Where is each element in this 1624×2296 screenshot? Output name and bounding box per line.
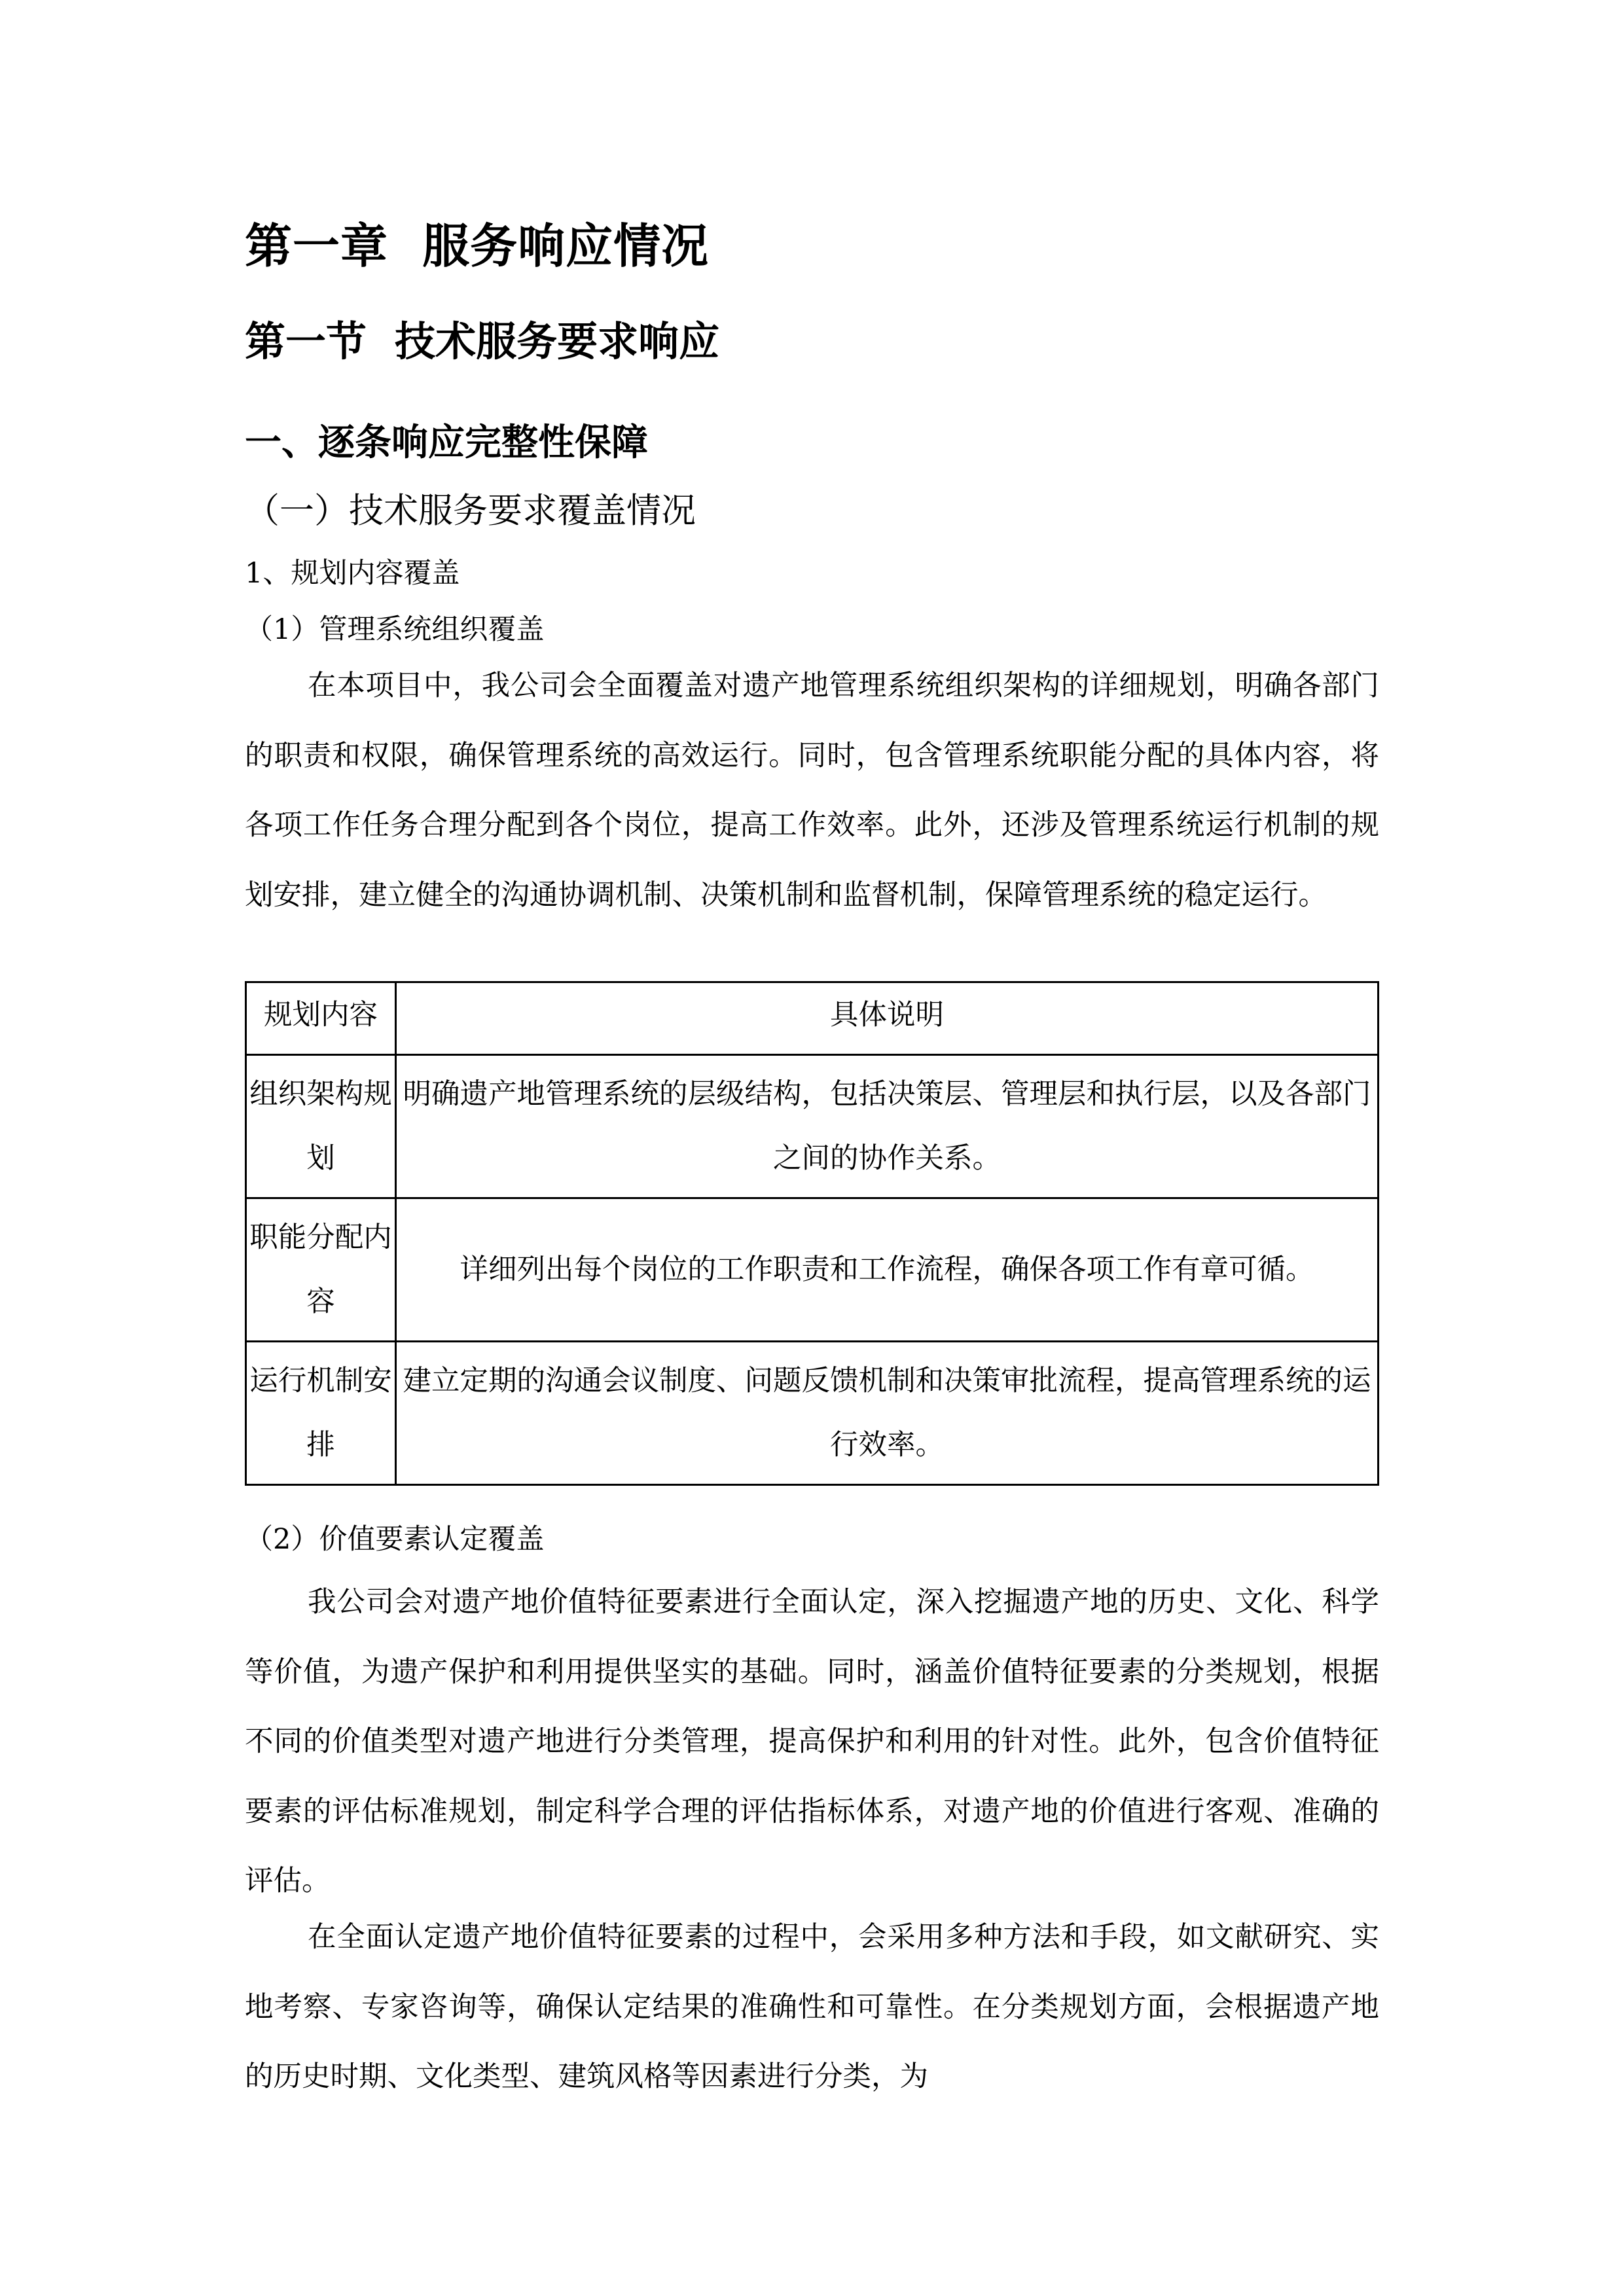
table-header-cell: 规划内容 [246,982,396,1055]
section-title: 第一节 技术服务要求响应 [245,317,720,365]
table-header-row [246,982,1379,1055]
paragraph-management-system: 在本项目中，我公司会全面覆盖对遗产地管理系统组织架构的详细规划，明确各部门的职责和权限，确保管理系统的高效运行。同时，包含管理系统职能分配的具体内容，将各项工作任务合理分配到各个岗位，提高工作效率。此外，还涉及管理系统运行机制的规划安排，建立健全的沟通协调机制、决策机制和监督机制，保障管理系统的稳定运行。 [245,670,1379,912]
table-row [246,1198,1379,1342]
table-cell-description: 详细列出每个岗位的工作职责和工作流程，确保各项工作有章可循。 [396,1198,1379,1342]
subsection-title: 一、逐条响应完整性保障 [245,422,648,464]
table-cell-item: 组织架构规划 [246,1055,396,1198]
table-header-cell: 具体说明 [396,982,1379,1055]
paragraph-value-elements: 我公司会对遗产地价值特征要素进行全面认定，深入挖掘遗产地的历史、文化、科学等价值，为遗产保护和利用提供坚实的基础。同时，涵盖价值特征要素的分类规划，根据不同的价值类型对遗产地进行分类管理，提高保护和利用的针对性。此外，包含价值特征要素的评估标准规划，制定科学合理的评估指标体系，对遗产地的价值进行客观、准确的评估。 [245,1586,1379,1897]
subitem-title-2: （2）价值要素认定覆盖 [245,1523,545,1556]
table-cell-description: 明确遗产地管理系统的层级结构，包括决策层、管理层和执行层，以及各部门之间的协作关系。 [396,1055,1379,1198]
paragraph-identification-methods: 在全面认定遗产地价值特征要素的过程中，会采用多种方法和手段，如文献研究、实地考察、专家咨询等，确保认定结果的准确性和可靠性。在分类规划方面，会根据遗产地的历史时期、文化类型、建筑风格等因素进行分类，为 [245,1921,1379,2093]
subitem-title-1: （1）管理系统组织覆盖 [245,613,545,646]
table-row [246,1342,1379,1485]
table-row [246,1055,1379,1198]
sub-subsection-title: （一）技术服务要求覆盖情况 [245,491,696,531]
chapter-title: 第一章 服务响应情况 [245,219,710,274]
table-cell-description: 建立定期的沟通会议制度、问题反馈机制和决策审批流程，提高管理系统的运行效率。 [396,1342,1379,1485]
planning-content-table [245,981,1379,1486]
table-cell-item: 运行机制安排 [246,1342,396,1485]
table-cell-item: 职能分配内容 [246,1198,396,1342]
item-title: 1、规划内容覆盖 [245,557,460,590]
